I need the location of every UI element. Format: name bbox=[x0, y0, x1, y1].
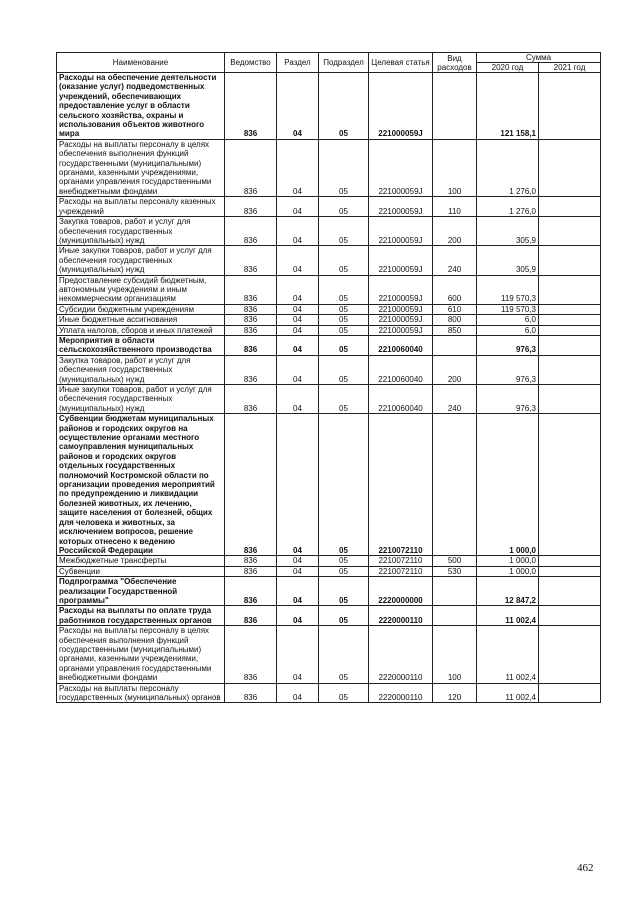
table-row bbox=[57, 414, 601, 556]
cell-vid: 100 bbox=[433, 626, 477, 683]
cell-sum-2021 bbox=[539, 73, 601, 140]
cell-target: 2220000110 bbox=[369, 626, 433, 683]
cell-vid bbox=[433, 335, 477, 355]
cell-vid: 600 bbox=[433, 275, 477, 304]
cell-razdel: 04 bbox=[277, 325, 319, 335]
cell-podrazdel: 05 bbox=[319, 606, 369, 626]
cell-vedomstvo: 836 bbox=[225, 556, 277, 566]
cell-razdel: 04 bbox=[277, 335, 319, 355]
cell-vid: 500 bbox=[433, 556, 477, 566]
cell-name: Расходы на выплаты персоналу государственных (муниципальных) органов bbox=[57, 683, 225, 703]
cell-target: 2220000000 bbox=[369, 577, 433, 606]
cell-sum-2021 bbox=[539, 385, 601, 414]
cell-name: Закупка товаров, работ и услуг для обеспечения государственных (муниципальных) нужд bbox=[57, 355, 225, 384]
cell-vedomstvo: 836 bbox=[225, 315, 277, 325]
cell-sum-2020: 1 000,0 bbox=[477, 414, 539, 556]
cell-sum-2021 bbox=[539, 606, 601, 626]
table-row bbox=[57, 385, 601, 414]
cell-name: Расходы на выплаты по оплате труда работников государственных органов bbox=[57, 606, 225, 626]
cell-sum-2020: 976,3 bbox=[477, 355, 539, 384]
cell-name: Субвенции bbox=[57, 566, 225, 576]
table-row bbox=[57, 556, 601, 566]
cell-vedomstvo: 836 bbox=[225, 139, 277, 196]
cell-podrazdel: 05 bbox=[319, 683, 369, 703]
cell-target: 221000059J bbox=[369, 73, 433, 140]
cell-target: 2210072110 bbox=[369, 566, 433, 576]
cell-sum-2020: 11 002,4 bbox=[477, 683, 539, 703]
table-row bbox=[57, 304, 601, 314]
cell-sum-2021 bbox=[539, 304, 601, 314]
cell-name: Закупка товаров, работ и услуг для обеспечения государственных (муниципальных) нужд bbox=[57, 217, 225, 246]
cell-sum-2020: 1 276,0 bbox=[477, 197, 539, 217]
cell-sum-2021 bbox=[539, 197, 601, 217]
table-row bbox=[57, 355, 601, 384]
cell-razdel: 04 bbox=[277, 566, 319, 576]
cell-razdel: 04 bbox=[277, 414, 319, 556]
cell-podrazdel: 05 bbox=[319, 414, 369, 556]
cell-sum-2020: 11 002,4 bbox=[477, 606, 539, 626]
cell-sum-2021 bbox=[539, 355, 601, 384]
cell-name: Субсидии бюджетным учреждениям bbox=[57, 304, 225, 314]
cell-vedomstvo: 836 bbox=[225, 335, 277, 355]
cell-vedomstvo: 836 bbox=[225, 577, 277, 606]
cell-target: 221000059J bbox=[369, 315, 433, 325]
cell-podrazdel: 05 bbox=[319, 73, 369, 140]
header-podrazdel: Подраздел bbox=[319, 53, 369, 73]
cell-vid: 850 bbox=[433, 325, 477, 335]
table-row bbox=[57, 566, 601, 576]
cell-podrazdel: 05 bbox=[319, 304, 369, 314]
header-year-2021: 2021 год bbox=[539, 63, 601, 73]
cell-podrazdel: 05 bbox=[319, 139, 369, 196]
cell-podrazdel: 05 bbox=[319, 217, 369, 246]
cell-name: Расходы на обеспечение деятельности (оказание услуг) подведомственных учреждений, обеспечивающих предоставление услуг в области сельского хозяйства, охраны и использования объектов животного мира bbox=[57, 73, 225, 140]
cell-sum-2021 bbox=[539, 556, 601, 566]
cell-vid: 530 bbox=[433, 566, 477, 576]
cell-razdel: 04 bbox=[277, 626, 319, 683]
cell-vedomstvo: 836 bbox=[225, 626, 277, 683]
cell-podrazdel: 05 bbox=[319, 566, 369, 576]
cell-sum-2020: 12 847,2 bbox=[477, 577, 539, 606]
cell-razdel: 04 bbox=[277, 355, 319, 384]
cell-podrazdel: 05 bbox=[319, 275, 369, 304]
cell-sum-2020: 121 158,1 bbox=[477, 73, 539, 140]
cell-sum-2021 bbox=[539, 566, 601, 576]
cell-target: 221000059J bbox=[369, 217, 433, 246]
cell-target: 2210060040 bbox=[369, 355, 433, 384]
cell-name: Иные закупки товаров, работ и услуг для обеспечения государственных (муниципальных) нужд bbox=[57, 385, 225, 414]
cell-vedomstvo: 836 bbox=[225, 325, 277, 335]
table-row bbox=[57, 683, 601, 703]
budget-table bbox=[56, 52, 601, 703]
header-vedomstvo: Ведомство bbox=[225, 53, 277, 73]
cell-razdel: 04 bbox=[277, 385, 319, 414]
table-row bbox=[57, 577, 601, 606]
cell-razdel: 04 bbox=[277, 73, 319, 140]
cell-razdel: 04 bbox=[277, 197, 319, 217]
cell-vedomstvo: 836 bbox=[225, 385, 277, 414]
cell-podrazdel: 05 bbox=[319, 626, 369, 683]
table-row bbox=[57, 325, 601, 335]
cell-name: Расходы на выплаты персоналу в целях обеспечения выполнения функций государственными (муниципальными) органами, казенными учреждениями, органами управления государственными внебюджетными фондами bbox=[57, 139, 225, 196]
cell-vid bbox=[433, 73, 477, 140]
header-vid: Вид расходов bbox=[433, 53, 477, 73]
cell-target: 2210072110 bbox=[369, 414, 433, 556]
cell-razdel: 04 bbox=[277, 315, 319, 325]
cell-podrazdel: 05 bbox=[319, 556, 369, 566]
cell-vedomstvo: 836 bbox=[225, 73, 277, 140]
cell-sum-2020: 1 000,0 bbox=[477, 566, 539, 576]
cell-vid bbox=[433, 606, 477, 626]
budget-sheet bbox=[56, 52, 600, 703]
cell-sum-2021 bbox=[539, 325, 601, 335]
cell-sum-2021 bbox=[539, 275, 601, 304]
cell-podrazdel: 05 bbox=[319, 315, 369, 325]
header-sum: Сумма bbox=[477, 53, 601, 63]
table-row bbox=[57, 626, 601, 683]
cell-podrazdel: 05 bbox=[319, 325, 369, 335]
cell-podrazdel: 05 bbox=[319, 246, 369, 275]
cell-vedomstvo: 836 bbox=[225, 606, 277, 626]
cell-podrazdel: 05 bbox=[319, 385, 369, 414]
header-target: Целевая статья bbox=[369, 53, 433, 73]
cell-name: Расходы на выплаты персоналу в целях обеспечения выполнения функций государственными (муниципальными) органами, казенными учреждениями, органами управления государственными внебюджетными фондами bbox=[57, 626, 225, 683]
cell-sum-2020: 11 002,4 bbox=[477, 626, 539, 683]
table-row bbox=[57, 275, 601, 304]
cell-vid: 240 bbox=[433, 385, 477, 414]
cell-sum-2021 bbox=[539, 335, 601, 355]
cell-sum-2020: 6,0 bbox=[477, 325, 539, 335]
table-row bbox=[57, 335, 601, 355]
cell-vid bbox=[433, 577, 477, 606]
cell-name: Подпрограмма "Обеспечение реализации Государственной программы" bbox=[57, 577, 225, 606]
cell-podrazdel: 05 bbox=[319, 197, 369, 217]
cell-name: Мероприятия в области сельскохозяйственного производства bbox=[57, 335, 225, 355]
cell-sum-2020: 976,3 bbox=[477, 385, 539, 414]
cell-target: 2220000110 bbox=[369, 606, 433, 626]
cell-vedomstvo: 836 bbox=[225, 275, 277, 304]
cell-name: Субвенции бюджетам муниципальных районов и городских округов на осуществление органами местного самоуправления муниципальных районов и городских округов отдельных государственных полномочий Костромской области по организации проведения мероприятий по предупреждению и ликвидации болезней животных, их лечению, защите населения от болезней, общих для человека и животных, за исключением вопросов, решение которых отнесено к ведению Российской Федерации bbox=[57, 414, 225, 556]
cell-razdel: 04 bbox=[277, 577, 319, 606]
cell-razdel: 04 bbox=[277, 304, 319, 314]
cell-name: Уплата налогов, сборов и иных платежей bbox=[57, 325, 225, 335]
cell-vedomstvo: 836 bbox=[225, 683, 277, 703]
cell-sum-2020: 1 000,0 bbox=[477, 556, 539, 566]
cell-vedomstvo: 836 bbox=[225, 355, 277, 384]
cell-sum-2021 bbox=[539, 217, 601, 246]
table-row bbox=[57, 139, 601, 196]
cell-target: 2210072110 bbox=[369, 556, 433, 566]
cell-vedomstvo: 836 bbox=[225, 304, 277, 314]
cell-vid: 120 bbox=[433, 683, 477, 703]
table-row bbox=[57, 73, 601, 140]
cell-target: 221000059J bbox=[369, 275, 433, 304]
cell-razdel: 04 bbox=[277, 275, 319, 304]
cell-razdel: 04 bbox=[277, 683, 319, 703]
cell-razdel: 04 bbox=[277, 246, 319, 275]
cell-sum-2020: 119 570,3 bbox=[477, 275, 539, 304]
table-row bbox=[57, 315, 601, 325]
cell-sum-2021 bbox=[539, 315, 601, 325]
cell-razdel: 04 bbox=[277, 139, 319, 196]
table-row bbox=[57, 217, 601, 246]
cell-name: Иные бюджетные ассигнования bbox=[57, 315, 225, 325]
cell-razdel: 04 bbox=[277, 556, 319, 566]
cell-name: Предоставление субсидий бюджетным, автономным учреждениям и иным некоммерческим организациям bbox=[57, 275, 225, 304]
cell-sum-2020: 305,9 bbox=[477, 246, 539, 275]
cell-target: 221000059J bbox=[369, 246, 433, 275]
cell-vid: 800 bbox=[433, 315, 477, 325]
cell-target: 2210060040 bbox=[369, 385, 433, 414]
table-row bbox=[57, 606, 601, 626]
cell-podrazdel: 05 bbox=[319, 355, 369, 384]
cell-name: Межбюджетные трансферты bbox=[57, 556, 225, 566]
cell-name: Расходы на выплаты персоналу казенных учреждений bbox=[57, 197, 225, 217]
cell-sum-2020: 119 570,3 bbox=[477, 304, 539, 314]
cell-sum-2021 bbox=[539, 577, 601, 606]
cell-sum-2021 bbox=[539, 246, 601, 275]
cell-sum-2020: 305,9 bbox=[477, 217, 539, 246]
cell-vedomstvo: 836 bbox=[225, 246, 277, 275]
cell-vedomstvo: 836 bbox=[225, 414, 277, 556]
cell-sum-2021 bbox=[539, 626, 601, 683]
table-row bbox=[57, 197, 601, 217]
cell-vedomstvo: 836 bbox=[225, 197, 277, 217]
table-body bbox=[57, 73, 601, 703]
cell-name: Иные закупки товаров, работ и услуг для обеспечения государственных (муниципальных) нужд bbox=[57, 246, 225, 275]
cell-vid: 100 bbox=[433, 139, 477, 196]
cell-vedomstvo: 836 bbox=[225, 217, 277, 246]
cell-target: 221000059J bbox=[369, 197, 433, 217]
cell-vid: 110 bbox=[433, 197, 477, 217]
table-row bbox=[57, 246, 601, 275]
cell-vid bbox=[433, 414, 477, 556]
cell-sum-2021 bbox=[539, 414, 601, 556]
cell-target: 2220000110 bbox=[369, 683, 433, 703]
cell-podrazdel: 05 bbox=[319, 335, 369, 355]
cell-target: 2210060040 bbox=[369, 335, 433, 355]
cell-target: 221000059J bbox=[369, 325, 433, 335]
cell-target: 221000059J bbox=[369, 304, 433, 314]
header-name: Наименование bbox=[57, 53, 225, 73]
cell-vid: 610 bbox=[433, 304, 477, 314]
cell-vid: 200 bbox=[433, 355, 477, 384]
cell-vedomstvo: 836 bbox=[225, 566, 277, 576]
page-number: 462 bbox=[577, 862, 594, 874]
cell-vid: 240 bbox=[433, 246, 477, 275]
header-year-2020: 2020 год bbox=[477, 63, 539, 73]
cell-sum-2020: 6,0 bbox=[477, 315, 539, 325]
cell-sum-2021 bbox=[539, 139, 601, 196]
cell-sum-2021 bbox=[539, 683, 601, 703]
cell-target: 221000059J bbox=[369, 139, 433, 196]
header-razdel: Раздел bbox=[277, 53, 319, 73]
cell-podrazdel: 05 bbox=[319, 577, 369, 606]
cell-sum-2020: 1 276,0 bbox=[477, 139, 539, 196]
cell-razdel: 04 bbox=[277, 606, 319, 626]
cell-sum-2020: 976,3 bbox=[477, 335, 539, 355]
cell-vid: 200 bbox=[433, 217, 477, 246]
cell-razdel: 04 bbox=[277, 217, 319, 246]
